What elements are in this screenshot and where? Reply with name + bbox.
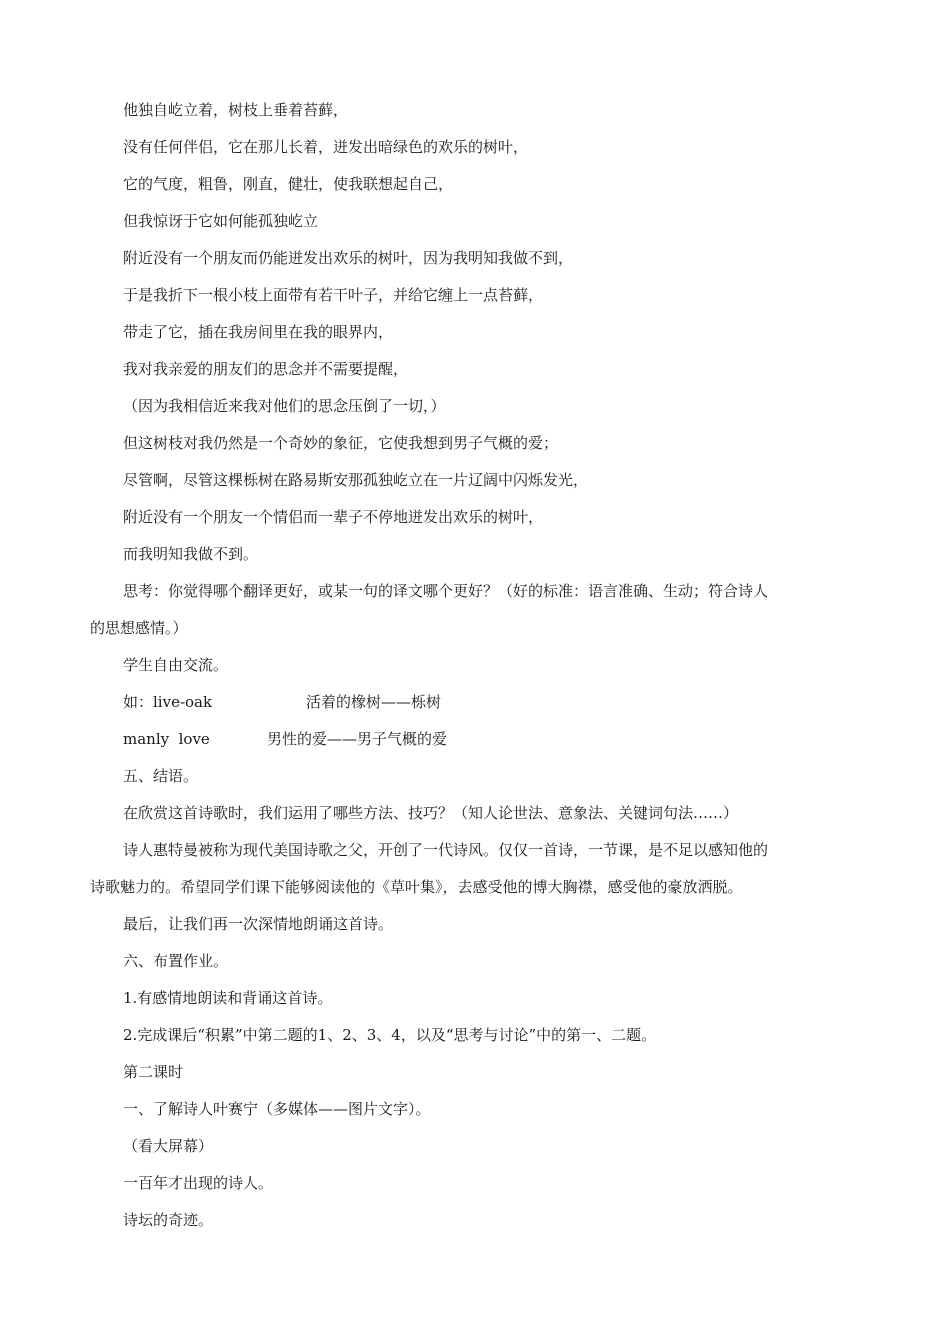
poem-line: 但这树枝对我仍然是一个奇妙的象征，它使我想到男子气概的爱； xyxy=(123,434,559,452)
example-term: manly love xyxy=(123,730,210,748)
poem-line: 它的气度，粗鲁，刚直，健壮，使我联想起自己， xyxy=(123,175,454,193)
poem-line: 我对我亲爱的朋友们的思念并不需要提醒， xyxy=(123,360,409,378)
lesson-line: 诗坛的奇迹。 xyxy=(123,1211,214,1229)
poem-line: 尽管啊，尽管这棵栎树在路易斯安那孤独屹立在一片辽阔中闪烁发光， xyxy=(123,471,589,489)
poem-line: 他独自屹立着，树枝上垂着苔藓， xyxy=(123,101,349,119)
poem-line: （因为我相信近来我对他们的思念压倒了一切，） xyxy=(123,397,446,415)
student-exchange: 学生自由交流。 xyxy=(123,656,229,674)
poem-line: 附近没有一个朋友而仍能迸发出欢乐的树叶，因为我明知我做不到， xyxy=(123,249,574,267)
poem-line: 于是我折下一根小枝上面带有若干叶子，并给它缠上一点苔藓， xyxy=(123,286,544,304)
section-heading: 六、布置作业。 xyxy=(123,952,229,970)
thinking-question-line2: 的思想感情。） xyxy=(90,619,188,637)
homework-item: 2.完成课后“积累”中第二题的1、2、3、4，以及“思考与讨论”中的第一、二题。 xyxy=(123,1026,657,1044)
homework-item: 1.有感情地朗读和背诵这首诗。 xyxy=(123,989,333,1007)
thinking-question-line1: 思考：你觉得哪个翻译更好，或某一句的译文哪个更好？（好的标准：语言准确、生动；符合诗人 xyxy=(123,582,769,600)
paragraph: 在欣赏这首诗歌时，我们运用了哪些方法、技巧？（知人论世法、意象法、关键词句法……） xyxy=(123,804,739,822)
example-term: 如：live-oak xyxy=(123,693,213,711)
lesson-item: 一、了解诗人叶赛宁（多媒体——图片文字）。 xyxy=(123,1100,431,1118)
lesson-line: 一百年才出现的诗人。 xyxy=(123,1174,274,1192)
document-body xyxy=(90,99,865,1246)
lesson-heading: 第二课时 xyxy=(123,1063,184,1081)
poem-line: 带走了它，插在我房间里在我的眼界内， xyxy=(123,323,394,341)
poem-line: 没有任何伴侣，它在那儿长着，迸发出暗绿色的欢乐的树叶， xyxy=(123,138,529,156)
paragraph-line1: 诗人惠特曼被称为现代美国诗歌之父，开创了一代诗风。仅仅一首诗，一节课，是不足以感知他的 xyxy=(123,841,769,859)
poem-line: 但我惊讶于它如何能孤独屹立 xyxy=(123,212,319,230)
example-row xyxy=(90,728,865,765)
lesson-note: （看大屏幕） xyxy=(123,1137,214,1155)
example-row xyxy=(90,691,865,728)
section-heading: 五、结语。 xyxy=(123,767,199,785)
paragraph: 最后，让我们再一次深情地朗诵这首诗。 xyxy=(123,915,394,933)
paragraph-line2: 诗歌魅力的。希望同学们课下能够阅读他的《草叶集》，去感受他的博大胸襟，感受他的豪放洒脱。 xyxy=(90,878,743,896)
example-translation: 男性的爱——男子气概的爱 xyxy=(267,730,448,748)
example-translation: 活着的橡树——栎树 xyxy=(306,693,442,711)
poem-line: 附近没有一个朋友一个情侣而一辈子不停地迸发出欢乐的树叶， xyxy=(123,508,544,526)
poem-line: 而我明知我做不到。 xyxy=(123,545,259,563)
